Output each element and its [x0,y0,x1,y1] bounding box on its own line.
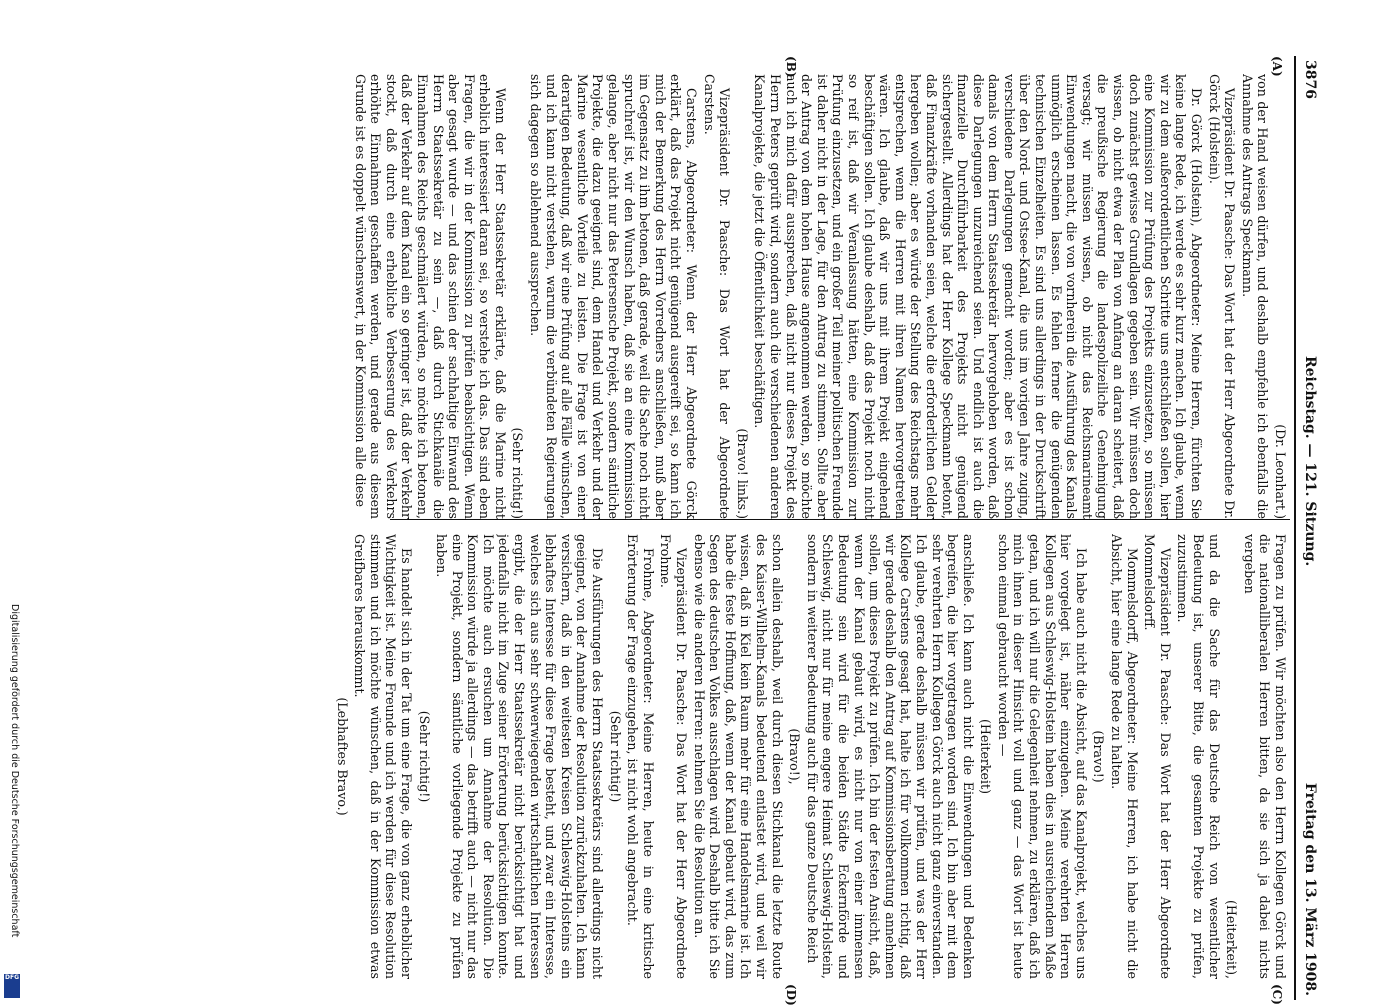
paragraph: Vizepräsident Dr. Paasche: Das Wort hat der Herr Abgeordnete Mommelsdorff. [1142,534,1173,979]
paragraph: von der Hand weisen dürfen, und deshalb empfehle ich ebenfalls die Annahme des Antrags Speckmann. [1239,74,1271,519]
paragraph: Dr. Görck (Holstein), Abgeordneter: Meine Herren, fürchten Sie keine lange Rede, ich werde es sehr kurz machen. Ich glaube, wenn wir zu dem außerordentlichen Schritte uns entschließen sollen, hier eine Kommission zur Prüfung des Projekts einzusetzen, so müssen doch zunächst gewisse Grundlagen gegeben sein. Wir müssen doch wissen, ob nicht etwa der Plan von Anfang an daran scheitert, daß die preußische Regierung die landespolizeiliche Genehmigung versagt; wir müssen wissen, ob nicht das Reichsmarineamt Einwendungen macht, die von vornherein die Ausführung des Kanals unmöglich erscheinen lassen. Es fehlen ferner die genügenden technischen Einzelheiten. Es sind uns allerdings in der Druckschrift über den Nord- und Ostsee-Kanal, die uns im vorigen Jahre zuging, verschiedene Darlegungen gemacht worden; aber es ist schon damals von dem Herrn Staatssekretär hervorgehoben worden, daß diese Darlegungen unzureichend seien. Und endlich ist auch die finanzielle Durchführbarkeit des Projekts nicht genügend sichergestellt. Allerdings hat der Herr Kollege Speckmann betont, daß Finanzkräfte vorhanden seien, welche die erforderlichen Gelder hergeben wollen; aber es würde der Stellung des Reichstags mehr entsprechen, wenn die Herren mit ihren Namen hervorgetreten wären. Ich glaube, daß wir uns mit ihrem Projekt eingehend beschäftigen sollen. Ich glaube deshalb, daß das Projekt noch nicht so reif ist, daß wir Veranlassung hätten, eine Kommission zur Prüfung einzusetzen, und ein großer Teil meiner politischen Freunde ist daher nicht in der Lage, für den Antrag zu stimmen. Sollte aber der Antrag von dem hohen Hause angenommen werden, so möchte auch ich mich dafür aussprechen, daß nicht nur dieses Projekt des Herrn Peters geprüft wird, sondern auch die verschiedenen anderen Kanalprojekte, die jetzt die Öffentlichkeit beschäftigen. [752,74,1205,519]
paragraph: (Sehr richtig!) [416,710,432,803]
margin-marker-d: (D) [784,984,798,1006]
paragraph: (Dr. Leonhart.) [1273,424,1288,519]
session-date: Freitag den 13. März 1908. [1302,782,1318,996]
page-header [1294,56,1318,1000]
paragraph: Ich habe auch nicht die Absicht, auf das Kanalprojekt, welches uns hier vorgelegt ist, näher einzugehen. Meine verehrten Herren Kollegen aus Schleswig-Holstein haben dies in ausreichendem Maße getan, und ich will nur die Gelegenheit nehmen, zu erklären, daß ich mich ihnen in dieser Hinsicht voll und ganz — das Wort ist heute schon einmal gebraucht worden — [995,534,1089,979]
rotated-page [48,56,1318,1006]
paragraph: Wenn der Herr Staatssekretär erklärte, daß die Marine nicht erheblich interessiert daran sei, so verstehe ich das. Das sind eben Fragen, die wir in der Kommission zu prüfen beabsichtigen. Wenn aber gesagt wurde — und das schien der sachhaltige Einwand des Herrn Staatssekretär zu sein —, daß durch Stichkanäle die Einnahmen des Reichs geschmälert würden, so möchte ich betonen, daß der Verkehr auf dem Kanal ein so geringer ist, daß der Verkehr stockt, daß durch eine erhebliche Verbesserung des Verkehrs erhöhte Einnahmen geschaffen werden, und gerade aus diesem Grunde ist es doppelt wünschenswert, in der Kommission alle diese [352,74,508,519]
paragraph: (Bravo!), [787,728,803,785]
left-column [88,74,1288,519]
paragraph: (Heiterkeit) [978,719,994,794]
paragraph: anschließe. Ich kann auch nicht die Einwendungen und Bedenken begreifen, die hier vorgetragen worden sind. Ich bin aber mit dem sehr verehrten Herrn Kollegen Görck auch nicht ganz einverstanden. Ich glaube, gerade deshalb müssen wir prüfen, und was der Herr Kollege Carstens gesagt hat, halte ich für vollkommen richtig, daß wir gerade deshalb den Antrag auf Kommissionsberatung annehmen sollen, um dieses Projekt zu prüfen. Ich bin der festen Ansicht, daß, wenn der Kanal gebaut wird, es nicht nur von einer immensen Bedeutung sein wird für die beiden Städte Eckernförde und Schleswig, nicht nur für meine engere Heimat Schleswig-Holstein, sondern in weiterer Bedeutung auch für das ganze Deutsche Reich [804,534,976,979]
paragraph: Vizepräsident Dr. Paasche: Das Wort hat der Abgeordnete Carstens. [701,74,733,519]
paragraph: Frohme, Abgeordneter: Meine Herren, heute in eine kritische Erörterung der Frage einzugehen, ist nicht wohl angebracht. [625,534,656,979]
paragraph: Carstens, Abgeordneter: Wenn der Herr Abgeordnete Görck erklärt, daß das Projekt nicht genügend ausgereift sei, so kann ich mich der Bemerkung des Herrn Vorredners anschließen, muß aber im Gegensatz zu ihm betonen, daß gerade, weil die Sache noch nicht spruchreif ist, wir den Wunsch haben, daß sie an eine Kommission gelange, aber nicht nur das Petersensche Projekt, sondern sämtliche Projekte, die dazu geeignet sind, dem Handel und Verkehr und der Marine wesentliche Vorteile zu leisten. Die Frage ist von einer derartigen Bedeutung, daß wir eine Prüfung auf alle Fälle wünschen, und ich kann nicht verstehen, warum die verbündeten Regierungen sich dagegen so ablehnend aussprechen. [528,74,700,519]
margin-marker-b: (B) [784,56,798,78]
digitization-footer [4,604,26,999]
paragraph: und da die Sache für das Deutsche Reich von wesentlicher Bedeutung ist, unserer Bitte, die gesamten Projekte zu prüfen, zuzustimmen. [1175,534,1222,979]
paragraph: (Lebhaftes Bravo.) [334,697,350,816]
session-title: Reichstag. — 121. Sitzung. [1302,356,1318,567]
paragraph: (Bravo!) [1091,730,1107,783]
column-divider [390,519,1290,520]
right-column [88,534,1288,979]
dfg-logo: DFG [4,974,20,998]
margin-marker-c: (C) [1270,984,1284,1005]
paragraph: (Heiterkeit), [1224,900,1240,979]
paragraph: (Sehr richtig!) [607,710,623,803]
paragraph: Die Ausführungen des Herrn Staatssekretärs sind allerdings nicht geeignet, von der Annahme der Resolution zurückzuhalten. Ich kann versichern, daß in den weitesten Kreisen Schleswig-Holsteins ein lebhaftes Interesse für diese Frage besteht, und zwar ein Interesse, welches sich aus sehr schwerwiegenden wirtschaftlichen Interessen ergibt, die der Herr Staatssekretär nicht berücksichtigt hat und jedenfalls nicht im Zuge seiner Erörterung berücksichtigen konnte. Ich möchte auch ersuchen um Annahme der Resolution. Die Kommission würde ja allerdings — das betrifft auch — nicht nur das eine Projekt, sondern sämtliche vorliegende Projekte zu prüfen haben. [434,534,606,979]
paragraph: Mommelsdorff, Abgeordneter: Meine Herren, ich habe nicht die Absicht, hier eine lange Rede zu halten. [1109,534,1140,979]
margin-marker-a: (A) [1270,56,1284,77]
paragraph: Vizepräsident Dr. Paasche: Das Wort hat der Herr Abgeordnete Dr. Görck (Holstein). [1206,74,1238,519]
paragraph: Vizepräsident Dr. Paasche: Das Wort hat der Herr Abgeordnete Frohme. [658,534,690,979]
paragraph: (Sehr richtig!) [510,427,526,519]
paragraph: Fragen zu prüfen. Wir möchten also den Herrn Kollegen Görck und die nationalliberalen Herren bitten, da sie sich ja dabei nichts vergeben [1241,534,1288,979]
paragraph: Es handelt sich in der Tat um eine Frage, die von ganz erheblicher Wichtigkeit ist. Meine Freunde und ich werden für diese Resolution stimmen und ich möchte wünschen, daß in der Kommission etwas Greifbares herauskommt. [352,534,414,979]
paragraph: (Bravo! links.) [734,428,750,519]
digitization-note: Digitalisierung gefördert durch die Deutsche Forschungsgemeinschaft [9,604,20,938]
page-number: 3876 [1302,60,1318,99]
paragraph: schon allein deshalb, weil durch diesen Stichkanal die letzte Route des Kaiser-Wilhelm-Kanals bedeutend entlastet wird, und weil wir wissen, daß in Kiel kein Raum mehr für eine Handelsmarine ist. Ich habe die feste Hoffnung, daß, wenn der Kanal gebaut wird, das zum Segen des deutschen Volkes ausschlagen wird. Deshalb bitte ich Sie ebenso wie die anderen Herren: nehmen Sie die Resolution an. [691,534,785,979]
